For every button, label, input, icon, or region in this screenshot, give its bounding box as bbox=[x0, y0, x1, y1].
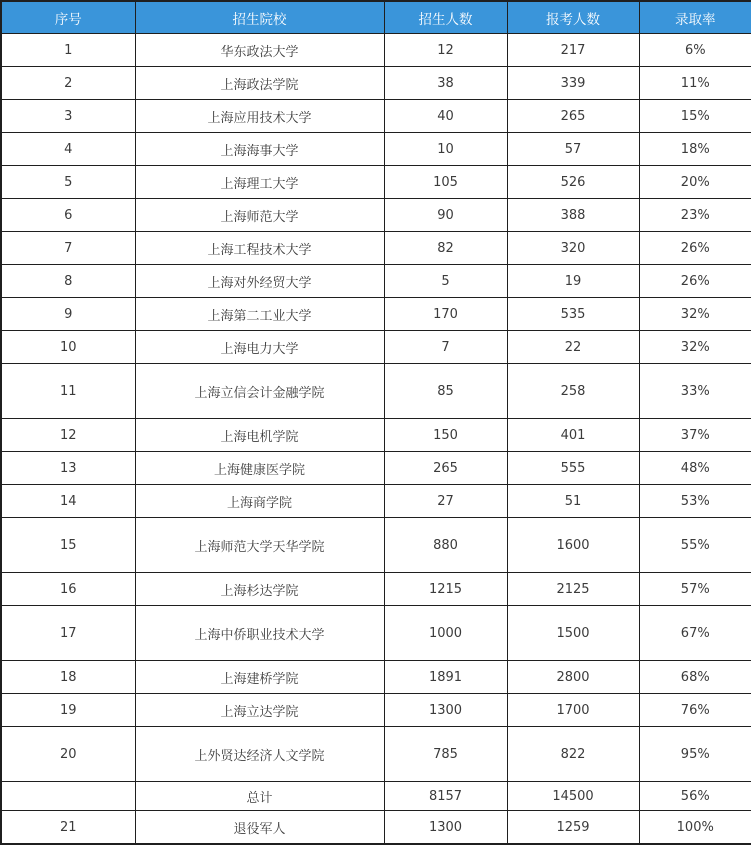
cell-enroll: 1000 bbox=[384, 606, 507, 661]
cell-rate: 95% bbox=[639, 727, 751, 782]
cell-applicants: 526 bbox=[507, 166, 639, 199]
cell-index: 14 bbox=[1, 485, 135, 518]
table-row bbox=[1, 265, 751, 298]
table-row bbox=[1, 694, 751, 727]
cell-enroll: 785 bbox=[384, 727, 507, 782]
table-row bbox=[1, 419, 751, 452]
cell-index: 7 bbox=[1, 232, 135, 265]
cell-index: 21 bbox=[1, 811, 135, 845]
cell-school: 上海师范大学天华学院 bbox=[135, 518, 384, 573]
cell-index: 2 bbox=[1, 67, 135, 100]
cell-index: 20 bbox=[1, 727, 135, 782]
header-row bbox=[1, 1, 751, 34]
cell-rate: 76% bbox=[639, 694, 751, 727]
cell-enroll: 1300 bbox=[384, 811, 507, 845]
table-row bbox=[1, 232, 751, 265]
cell-rate: 6% bbox=[639, 34, 751, 67]
table-row bbox=[1, 452, 751, 485]
table-row bbox=[1, 661, 751, 694]
table-row bbox=[1, 166, 751, 199]
cell-index: 5 bbox=[1, 166, 135, 199]
cell-enroll: 1300 bbox=[384, 694, 507, 727]
cell-index: 13 bbox=[1, 452, 135, 485]
cell-rate: 53% bbox=[639, 485, 751, 518]
cell-rate: 57% bbox=[639, 573, 751, 606]
cell-rate: 56% bbox=[639, 782, 751, 811]
cell-rate: 26% bbox=[639, 265, 751, 298]
cell-school: 上海应用技术大学 bbox=[135, 100, 384, 133]
cell-index: 1 bbox=[1, 34, 135, 67]
cell-applicants: 320 bbox=[507, 232, 639, 265]
cell-enroll: 27 bbox=[384, 485, 507, 518]
cell-applicants: 258 bbox=[507, 364, 639, 419]
cell-applicants: 1500 bbox=[507, 606, 639, 661]
cell-index: 9 bbox=[1, 298, 135, 331]
cell-index: 3 bbox=[1, 100, 135, 133]
cell-applicants: 1259 bbox=[507, 811, 639, 845]
cell-enroll: 880 bbox=[384, 518, 507, 573]
table-row bbox=[1, 518, 751, 573]
cell-enroll: 1891 bbox=[384, 661, 507, 694]
cell-index: 18 bbox=[1, 661, 135, 694]
cell-applicants: 51 bbox=[507, 485, 639, 518]
table-row bbox=[1, 34, 751, 67]
cell-rate: 23% bbox=[639, 199, 751, 232]
cell-applicants: 401 bbox=[507, 419, 639, 452]
cell-applicants: 19 bbox=[507, 265, 639, 298]
cell-applicants: 265 bbox=[507, 100, 639, 133]
cell-index: 17 bbox=[1, 606, 135, 661]
cell-school: 上海立达学院 bbox=[135, 694, 384, 727]
cell-enroll: 90 bbox=[384, 199, 507, 232]
cell-enroll: 170 bbox=[384, 298, 507, 331]
table-row bbox=[1, 364, 751, 419]
cell-school: 上海理工大学 bbox=[135, 166, 384, 199]
cell-rate: 68% bbox=[639, 661, 751, 694]
cell-index bbox=[1, 782, 135, 811]
table-row bbox=[1, 67, 751, 100]
cell-enroll: 7 bbox=[384, 331, 507, 364]
table-row bbox=[1, 573, 751, 606]
cell-index: 19 bbox=[1, 694, 135, 727]
table-row bbox=[1, 298, 751, 331]
cell-index: 16 bbox=[1, 573, 135, 606]
cell-enroll: 40 bbox=[384, 100, 507, 133]
cell-enroll: 12 bbox=[384, 34, 507, 67]
cell-applicants: 1700 bbox=[507, 694, 639, 727]
cell-applicants: 2800 bbox=[507, 661, 639, 694]
cell-applicants: 2125 bbox=[507, 573, 639, 606]
cell-index: 8 bbox=[1, 265, 135, 298]
cell-index: 4 bbox=[1, 133, 135, 166]
cell-school: 上海第二工业大学 bbox=[135, 298, 384, 331]
cell-rate: 37% bbox=[639, 419, 751, 452]
cell-school: 上外贤达经济人文学院 bbox=[135, 727, 384, 782]
cell-school: 上海工程技术大学 bbox=[135, 232, 384, 265]
cell-rate: 20% bbox=[639, 166, 751, 199]
cell-index: 6 bbox=[1, 199, 135, 232]
cell-rate: 26% bbox=[639, 232, 751, 265]
cell-applicants: 22 bbox=[507, 331, 639, 364]
cell-school: 上海师范大学 bbox=[135, 199, 384, 232]
cell-applicants: 1600 bbox=[507, 518, 639, 573]
cell-school: 上海海事大学 bbox=[135, 133, 384, 166]
cell-applicants: 14500 bbox=[507, 782, 639, 811]
cell-rate: 48% bbox=[639, 452, 751, 485]
cell-enroll: 10 bbox=[384, 133, 507, 166]
cell-rate: 67% bbox=[639, 606, 751, 661]
cell-enroll: 265 bbox=[384, 452, 507, 485]
cell-applicants: 217 bbox=[507, 34, 639, 67]
cell-school: 上海中侨职业技术大学 bbox=[135, 606, 384, 661]
cell-enroll: 82 bbox=[384, 232, 507, 265]
cell-applicants: 822 bbox=[507, 727, 639, 782]
table-body bbox=[1, 34, 751, 845]
cell-school: 上海商学院 bbox=[135, 485, 384, 518]
cell-school: 上海政法学院 bbox=[135, 67, 384, 100]
column-header-applicants: 报考人数 bbox=[507, 1, 639, 34]
cell-school: 上海电力大学 bbox=[135, 331, 384, 364]
cell-school: 总计 bbox=[135, 782, 384, 811]
cell-rate: 100% bbox=[639, 811, 751, 845]
cell-enroll: 150 bbox=[384, 419, 507, 452]
table-row bbox=[1, 485, 751, 518]
cell-rate: 55% bbox=[639, 518, 751, 573]
cell-school: 上海电机学院 bbox=[135, 419, 384, 452]
cell-school: 上海对外经贸大学 bbox=[135, 265, 384, 298]
cell-index: 10 bbox=[1, 331, 135, 364]
cell-rate: 33% bbox=[639, 364, 751, 419]
table-row bbox=[1, 811, 751, 845]
column-header-rate: 录取率 bbox=[639, 1, 751, 34]
cell-school: 上海健康医学院 bbox=[135, 452, 384, 485]
cell-enroll: 5 bbox=[384, 265, 507, 298]
cell-rate: 15% bbox=[639, 100, 751, 133]
column-header-index: 序号 bbox=[1, 1, 135, 34]
column-header-school: 招生院校 bbox=[135, 1, 384, 34]
table-row bbox=[1, 199, 751, 232]
cell-school: 退役军人 bbox=[135, 811, 384, 845]
cell-enroll: 85 bbox=[384, 364, 507, 419]
cell-index: 15 bbox=[1, 518, 135, 573]
cell-applicants: 339 bbox=[507, 67, 639, 100]
cell-school: 上海杉达学院 bbox=[135, 573, 384, 606]
cell-applicants: 388 bbox=[507, 199, 639, 232]
table-row-total bbox=[1, 782, 751, 811]
table-row bbox=[1, 606, 751, 661]
cell-enroll: 8157 bbox=[384, 782, 507, 811]
cell-school: 上海立信会计金融学院 bbox=[135, 364, 384, 419]
cell-applicants: 555 bbox=[507, 452, 639, 485]
cell-rate: 11% bbox=[639, 67, 751, 100]
table-row bbox=[1, 133, 751, 166]
cell-school: 华东政法大学 bbox=[135, 34, 384, 67]
cell-enroll: 1215 bbox=[384, 573, 507, 606]
cell-applicants: 535 bbox=[507, 298, 639, 331]
column-header-enroll: 招生人数 bbox=[384, 1, 507, 34]
table-row bbox=[1, 100, 751, 133]
table-row bbox=[1, 331, 751, 364]
cell-index: 12 bbox=[1, 419, 135, 452]
cell-index: 11 bbox=[1, 364, 135, 419]
cell-rate: 32% bbox=[639, 298, 751, 331]
cell-enroll: 105 bbox=[384, 166, 507, 199]
table-row bbox=[1, 727, 751, 782]
cell-rate: 18% bbox=[639, 133, 751, 166]
cell-rate: 32% bbox=[639, 331, 751, 364]
cell-enroll: 38 bbox=[384, 67, 507, 100]
cell-applicants: 57 bbox=[507, 133, 639, 166]
cell-school: 上海建桥学院 bbox=[135, 661, 384, 694]
